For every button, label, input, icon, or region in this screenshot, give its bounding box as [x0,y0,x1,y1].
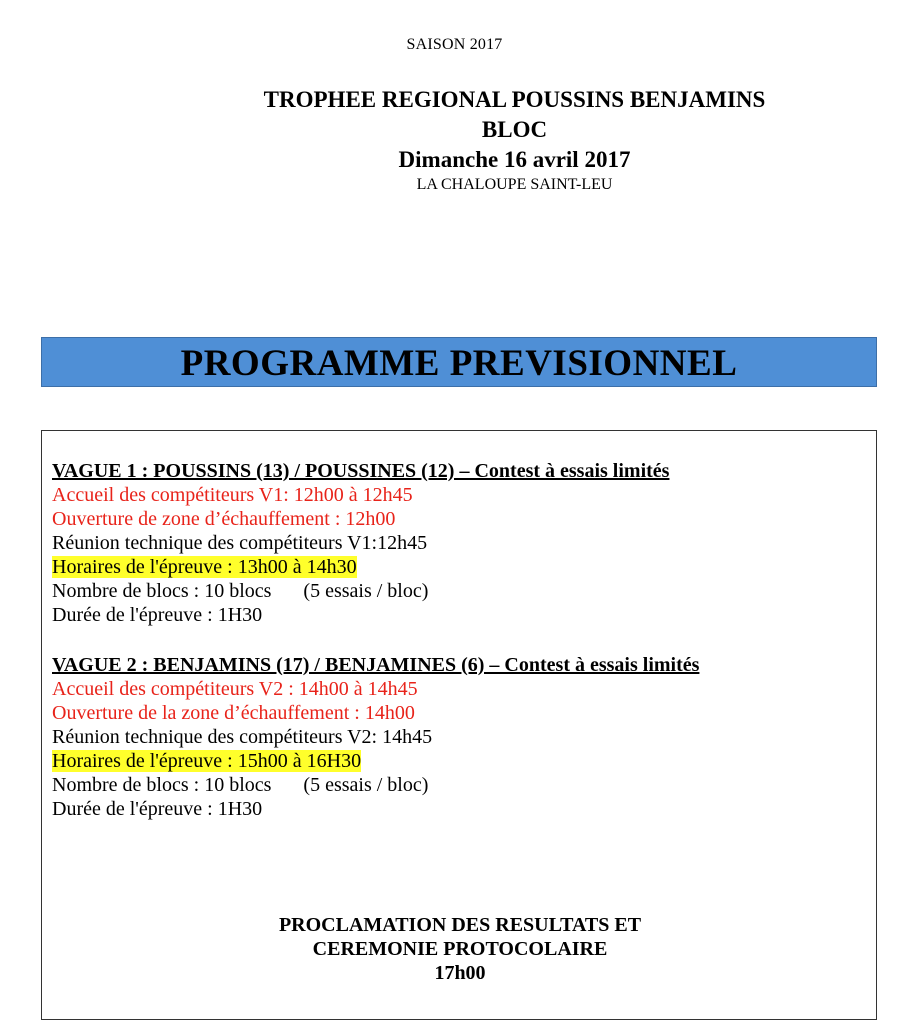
proclamation-line1: PROCLAMATION DES RESULTATS ET [278,914,642,936]
proclamation-line2: CEREMONIE PROTOCOLAIRE [312,938,608,960]
wave-reunion: Réunion technique des compétiteurs V2: 14h45 [52,726,433,748]
wave-ouverture: Ouverture de zone d’échauffement : 12h00 [52,508,396,530]
programme-content [52,459,876,847]
wave-title: VAGUE 2 : BENJAMINS (17) / BENJAMINES (6) – Contest à essais limités [52,654,700,676]
wave-1-section [52,459,876,627]
wave-blocs: Nombre de blocs : 10 blocs [52,774,272,796]
wave-horaires: Horaires de l'épreuve : 13h00 à 14h30 [52,556,357,578]
wave-horaires: Horaires de l'épreuve : 15h00 à 16H30 [52,750,362,772]
wave-duree: Durée de l'épreuve : 1H30 [52,604,263,626]
document-header [60,85,909,195]
programme-banner: PROGRAMME PREVISIONNEL [41,337,877,387]
proclamation-section [42,913,878,985]
wave-essais: (5 essais / bloc) [303,580,429,602]
event-date: Dimanche 16 avril 2017 [398,147,631,172]
wave-reunion: Réunion technique des compétiteurs V1:12h45 [52,532,428,554]
wave-accueil: Accueil des compétiteurs V2 : 14h00 à 14h45 [52,678,418,700]
event-title: TROPHEE REGIONAL POUSSINS BENJAMINS [263,87,766,112]
event-discipline: BLOC [481,117,548,142]
wave-2-section [52,653,876,821]
programme-box [41,430,877,1020]
wave-essais: (5 essais / bloc) [303,774,429,796]
wave-duree: Durée de l'épreuve : 1H30 [52,798,263,820]
season-label: SAISON 2017 [406,36,503,53]
wave-title: VAGUE 1 : POUSSINS (13) / POUSSINES (12) – Contest à essais limités [52,460,670,482]
wave-accueil: Accueil des compétiteurs V1: 12h00 à 12h45 [52,484,413,506]
wave-ouverture: Ouverture de la zone d’échauffement : 14h00 [52,702,415,724]
event-location: LA CHALOUPE SAINT-LEU [416,176,613,193]
proclamation-time: 17h00 [434,962,486,984]
wave-blocs: Nombre de blocs : 10 blocs [52,580,272,602]
